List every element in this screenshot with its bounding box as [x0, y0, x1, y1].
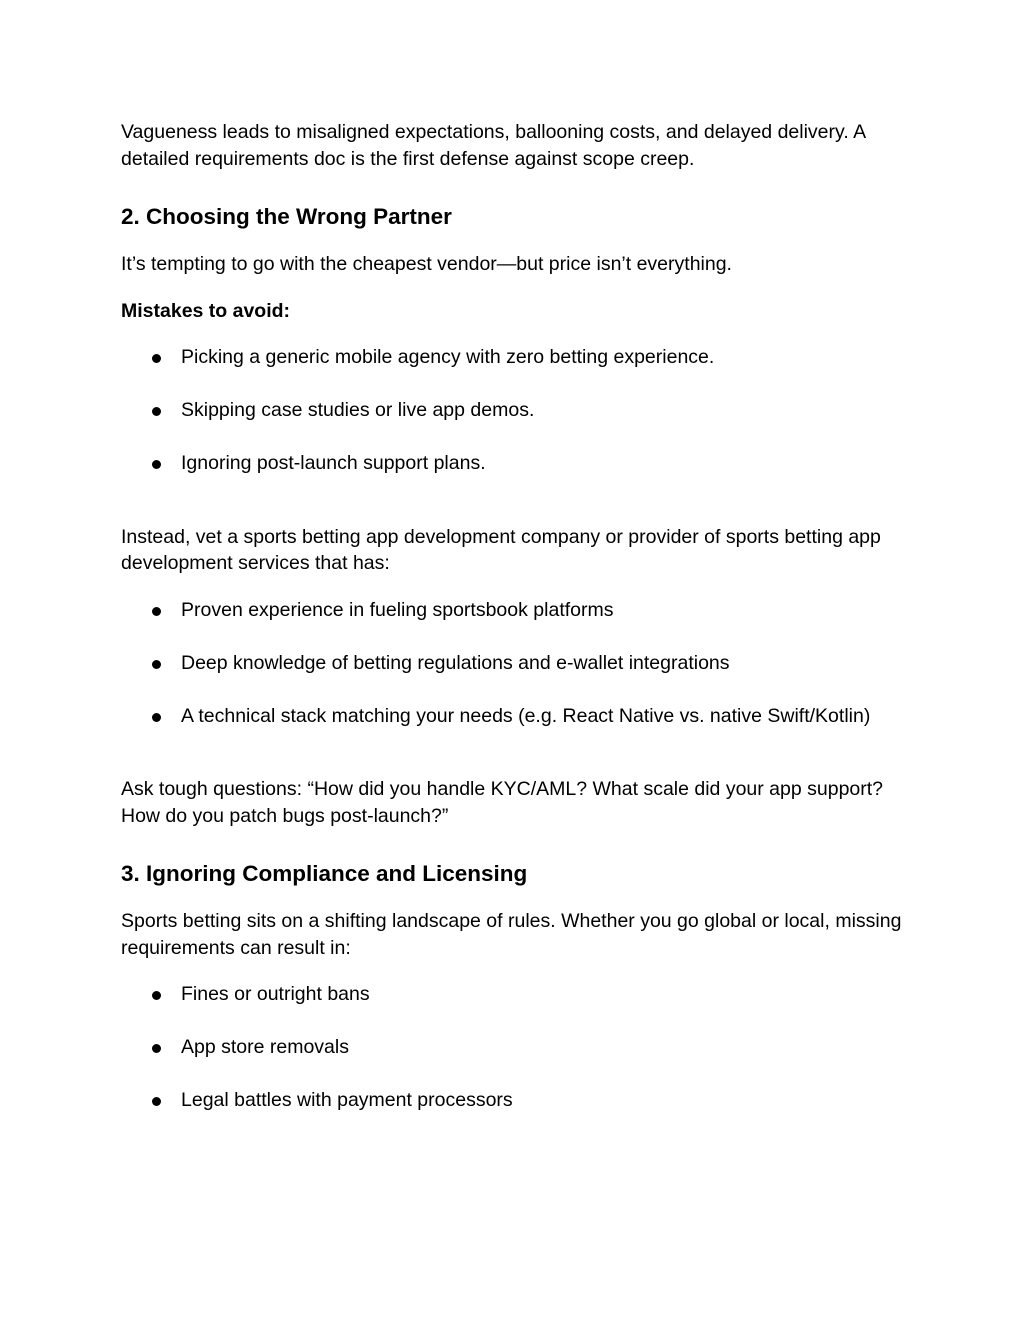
list-item-text: Ignoring post-launch support plans.: [181, 452, 486, 474]
mistakes-label: Mistakes to avoid:: [121, 299, 291, 322]
bullet-icon: [152, 460, 161, 469]
criteria-list: [121, 597, 921, 730]
bullet-icon: [152, 991, 161, 1000]
list-item: [121, 981, 921, 1008]
list-item: [121, 597, 921, 624]
bullet-icon: [152, 407, 161, 416]
list-item-text: Picking a generic mobile agency with zero betting experience.: [181, 346, 715, 368]
document-page: [121, 119, 921, 1114]
list-item-text: Legal battles with payment processors: [181, 1089, 513, 1111]
list-item: [121, 344, 921, 371]
bullet-icon: [152, 1044, 161, 1053]
bullet-icon: [152, 660, 161, 669]
list-item-text: A technical stack matching your needs (e.g. React Native vs. native Swift/Kotlin): [181, 704, 871, 727]
list-item: [121, 703, 921, 730]
bullet-icon: [152, 713, 161, 722]
list-item-text: Proven experience in fueling sportsbook platforms: [181, 598, 614, 621]
instead-paragraph: Instead, vet a sports betting app development company or provider of sports betting app development services that has:: [121, 525, 881, 574]
list-item-text: Deep knowledge of betting regulations and e‑wallet integrations: [181, 651, 730, 674]
list-item: [121, 450, 921, 477]
section-3-lead-paragraph: Sports betting sits on a shifting landscape of rules. Whether you go global or local, missing requirements can result in:: [121, 910, 902, 959]
section-2-heading: 2. Choosing the Wrong Partner: [121, 204, 452, 229]
section-3-heading: 3. Ignoring Compliance and Licensing: [121, 861, 528, 886]
bullet-icon: [152, 607, 161, 616]
list-item-text: Fines or outright bans: [181, 983, 370, 1005]
bullet-icon: [152, 1097, 161, 1106]
list-item: [121, 397, 921, 424]
section-2-lead-paragraph: It’s tempting to go with the cheapest vendor—but price isn’t everything.: [121, 253, 732, 275]
list-item: [121, 650, 921, 677]
ask-questions-paragraph: Ask tough questions: “How did you handle KYC/AML? What scale did your app support? How do you patch bugs post-launch?”: [121, 778, 884, 827]
intro-paragraph: Vagueness leads to misaligned expectations, ballooning costs, and delayed delivery. A detailed requirements doc is the first defense against scope creep.: [121, 121, 866, 170]
list-item-text: App store removals: [181, 1036, 349, 1058]
list-item: [121, 1034, 921, 1061]
list-item-text: Skipping case studies or live app demos.: [181, 399, 535, 421]
risks-list: [121, 981, 921, 1114]
mistakes-list: [121, 344, 921, 477]
list-item: [121, 1087, 921, 1114]
bullet-icon: [152, 354, 161, 363]
